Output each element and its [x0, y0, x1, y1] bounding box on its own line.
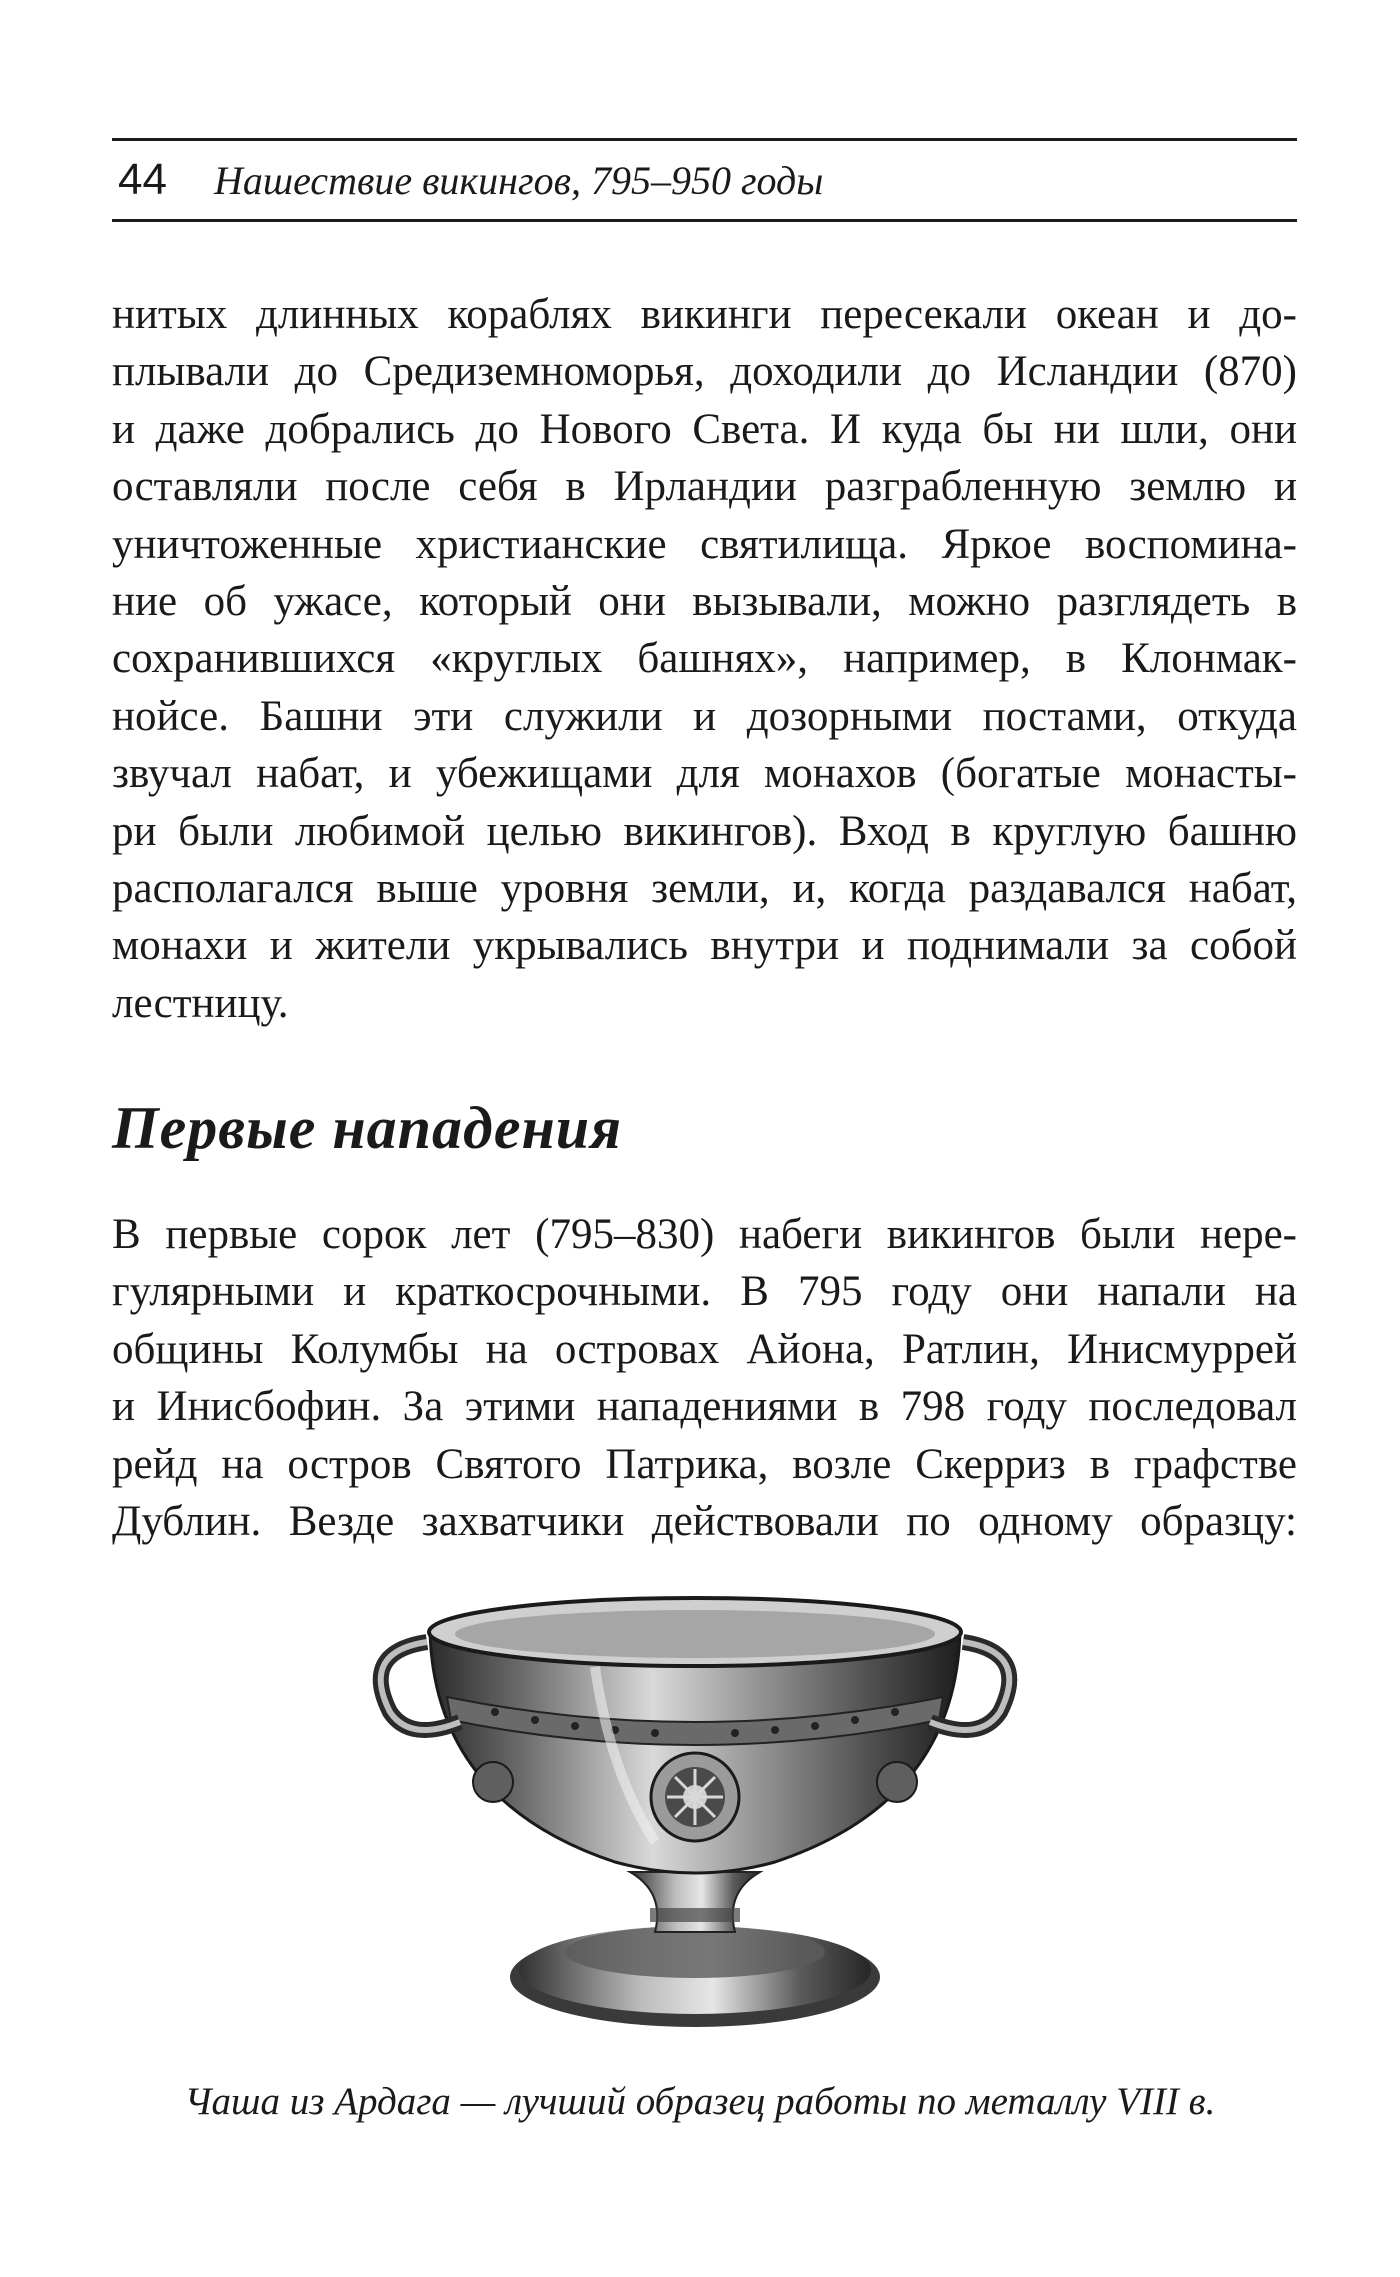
text-line: нитых длинных кораблях викинги пересекали океан и до-	[112, 291, 1297, 338]
body-paragraph-2	[112, 1206, 1297, 1550]
page-number: 44	[118, 155, 167, 204]
text-line: плывали до Средиземноморья, доходили до Исландии (870)	[112, 348, 1297, 396]
figure-caption: Чаша из Ардага — лучший образец работы по металлу VIII в.	[184, 2080, 1216, 2123]
text-line: общины Колумбы на островах Айона, Ратлин, Инисмуррей	[112, 1325, 1297, 1373]
running-head	[112, 138, 1297, 222]
chalice-figure	[365, 1572, 1025, 2052]
text-line: Дублин. Везде захватчики действовали по одному образцу:	[112, 1497, 1297, 1545]
running-title: Нашествие викингов, 795–950 годы	[214, 158, 824, 203]
text-line: уничтоженные христианские святилища. Яркое воспомина-	[112, 520, 1297, 568]
text-line: располагался выше уровня земли, и, когда раздавался набат,	[112, 864, 1297, 912]
text-line: звучал набат, и убежищами для монахов (богатые монасты-	[112, 750, 1297, 798]
text-line: и даже добрались до Нового Света. И куда бы ни шли, они	[112, 405, 1297, 453]
section-heading: Первые нападения	[112, 1095, 623, 1161]
text-line: и Инисбофин. За этими нападениями в 798 году последовал	[112, 1383, 1297, 1431]
text-line: ние об ужасе, который они вызывали, можно разглядеть в	[112, 577, 1297, 625]
chalice-icon	[365, 1572, 1025, 2052]
text-line: ри были любимой целью викингов). Вход в круглую башню	[112, 807, 1297, 855]
text-line: монахи и жители укрывались внутри и поднимали за собой	[112, 922, 1297, 970]
text-line: В первые сорок лет (795–830) набеги викингов были нере-	[112, 1211, 1297, 1258]
text-line: сохранившихся «круглых башнях», например, в Клонмак-	[112, 635, 1297, 683]
text-line: рейд на остров Святого Патрика, возле Скерриз в графстве	[112, 1440, 1297, 1488]
text-line: лестницу.	[112, 979, 289, 1027]
text-line: оставляли после себя в Ирландии разграбленную землю и	[112, 463, 1297, 511]
text-line: гулярными и краткосрочными. В 795 году они напали на	[112, 1268, 1297, 1316]
text-line: нойсе. Башни эти служили и дозорными постами, откуда	[112, 692, 1297, 740]
body-paragraph-1	[112, 286, 1297, 1032]
